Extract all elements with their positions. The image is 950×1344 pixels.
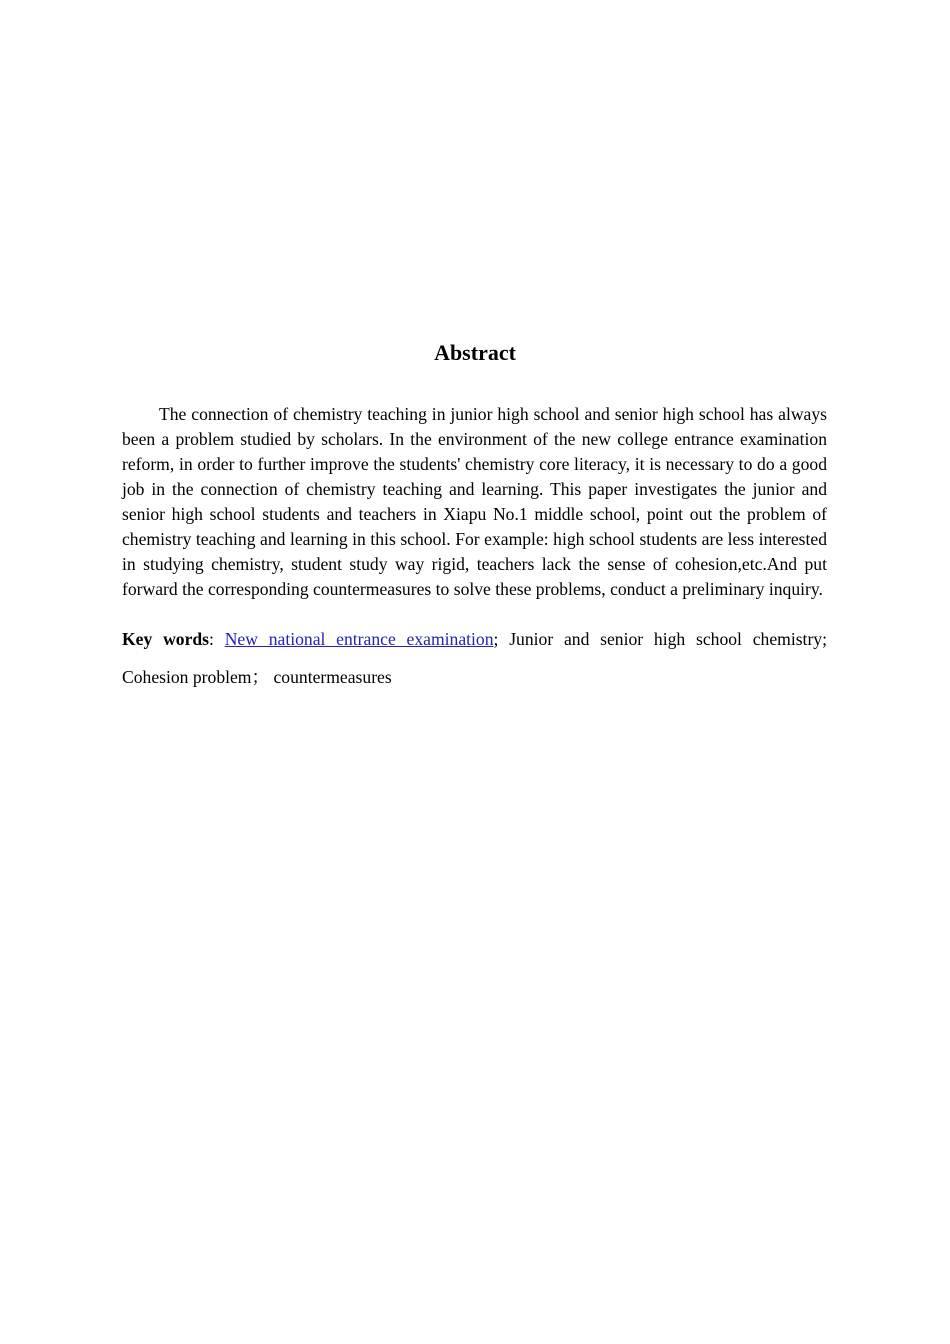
keywords-rest: ; Junior and senior high school chemistry; [493,629,827,649]
keywords-label: Key words [122,629,210,649]
page-title: Abstract [434,340,516,365]
keywords-line-2: Cohesion problem； countermeasures [122,667,392,687]
keyword-link-new-national-entrance-examination[interactable]: New national entrance examination [224,629,494,649]
keywords-separator: : [209,629,225,649]
abstract-paragraph: The connection of chemistry teaching in junior high school and senior high school has always been a problem studied by scholars. In the environment of the new college entrance examination reform, in order to further improve the students' chemistry core literacy, it is necessary to do a good job in the connection of chemistry teaching and learning. This paper investigates the junior and senior high school students and teachers in Xiapu No.1 middle school, point out the problem of chemistry teaching and learning in this school. For example: high school students are less interested in studying chemistry, student study way rigid, teachers lack the sense of cohesion,etc.And put forward the corresponding countermeasures to solve these problems, conduct a preliminary inquiry. [122,404,827,599]
keywords-line [122,627,827,652]
